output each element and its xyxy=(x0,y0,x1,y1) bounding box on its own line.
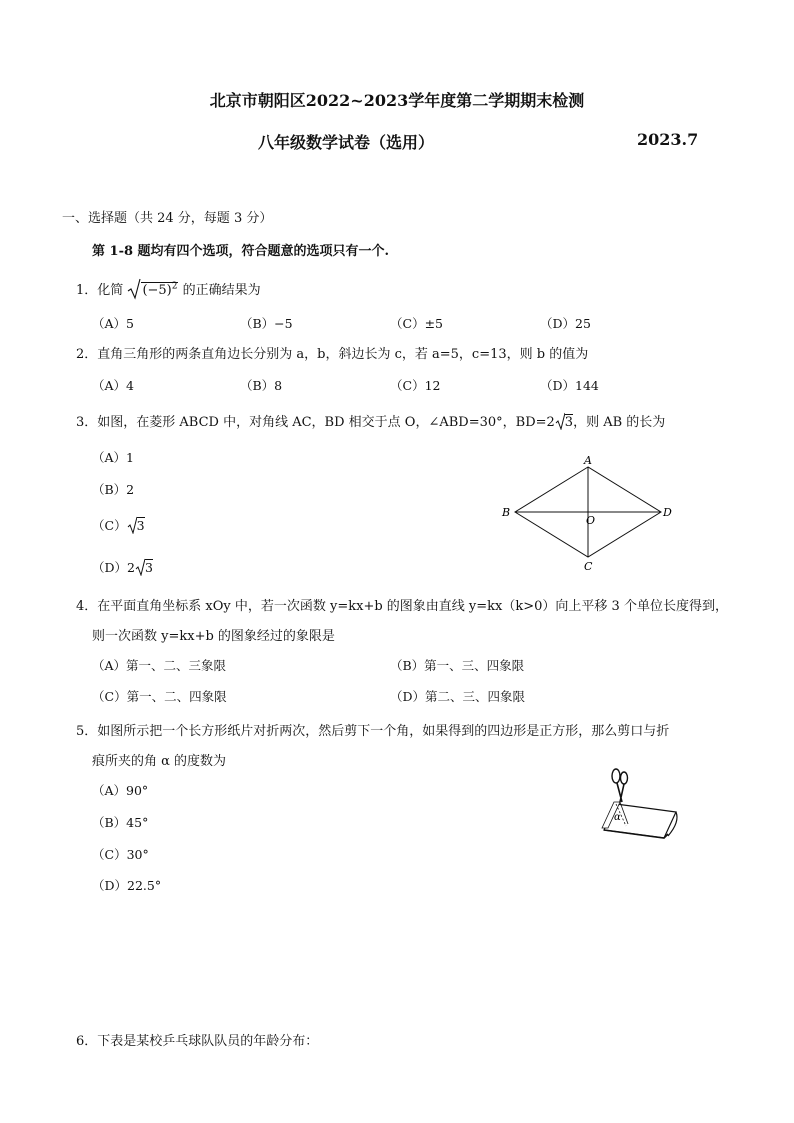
q1-option-a: （A）5 xyxy=(92,316,134,331)
label-a: A xyxy=(584,454,592,467)
question-4-line-1: 4．在平面直角坐标系 xOy 中，若一次函数 y=kx+b 的图象由直线 y=kx（k>0）向上平移 3 个单位长度得到， xyxy=(76,599,728,614)
q1-option-c: （C）±5 xyxy=(390,316,443,331)
radical-sign-icon xyxy=(127,278,141,300)
q4-option-d: （D）第二、三、四象限 xyxy=(390,689,526,704)
scissors-handle-icon xyxy=(621,772,628,784)
question-1-pre: 化简 xyxy=(97,283,124,298)
exam-subtitle: 八年级数学试卷（选用） xyxy=(258,133,435,152)
question-3: 3．如图，在菱形 ABCD 中，对角线 AC，BD 相交于点 O，∠ABD=30°，BD=2 3，则 AB 的长为 xyxy=(76,411,665,430)
q2-option-c: （C）12 xyxy=(390,378,441,393)
radical-sign-icon xyxy=(555,412,565,430)
exam-date: 2023.7 xyxy=(637,130,699,149)
question-5-line-1: 5．如图所示把一个长方形纸片对折两次，然后剪下一个角，如果得到的四边形是正方形，那么剪口与折 xyxy=(76,724,670,739)
label-b: B xyxy=(502,506,511,519)
question-1 xyxy=(76,278,261,300)
section-instruction: 第 1-8 题均有四个选项，符合题意的选项只有一个. xyxy=(92,244,390,259)
alpha-label: α xyxy=(614,812,621,823)
q4-option-c: （C）第一、二、四象限 xyxy=(92,689,227,704)
sqrt-expression: $(-5)^2$ xyxy=(127,278,178,300)
exam-title: 北京市朝阳区2022~2023学年度第二学期期末检测 xyxy=(209,91,585,110)
question-2: 2．直角三角形的两条直角边长分别为 a，b，斜边长为 c，若 a=5，c=13，则 b 的值为 xyxy=(76,347,589,362)
rhombus-figure xyxy=(498,452,678,572)
label-d: D xyxy=(663,506,672,519)
q1-option-b: （B）−5 xyxy=(240,316,293,331)
q2-option-a: （A）4 xyxy=(92,378,134,393)
scissors-handle-icon xyxy=(612,769,620,783)
q2-option-d: （D）144 xyxy=(540,378,599,393)
q3-option-c: （C） 3 xyxy=(92,518,145,533)
scissors-blade-icon xyxy=(617,783,624,802)
q3-option-d: （D）2 3 xyxy=(92,560,153,575)
question-number: 1． xyxy=(76,283,98,298)
q4-option-b: （B）第一、三、四象限 xyxy=(390,658,525,673)
question-5-line-2: 痕所夹的角 α 的度数为 xyxy=(92,754,227,769)
q2-option-b: （B）8 xyxy=(240,378,283,393)
question-1-post: 的正确结果为 xyxy=(182,283,261,298)
radical-sign-icon xyxy=(135,558,145,576)
q3-option-a: （A）1 xyxy=(92,450,134,465)
question-4-line-2: 则一次函数 y=kx+b 的图象经过的象限是 xyxy=(92,629,335,644)
question-6: 6．下表是某校乒乓球队队员的年龄分布： xyxy=(76,1034,319,1049)
q5-option-a: （A）90° xyxy=(92,783,149,798)
q5-option-d: （D）22.5° xyxy=(92,878,162,893)
q3-option-b: （B）2 xyxy=(92,482,135,497)
q1-option-d: （D）25 xyxy=(540,316,591,331)
folded-paper-figure xyxy=(596,764,686,844)
q5-option-c: （C）30° xyxy=(92,847,149,862)
label-o: O xyxy=(586,514,596,527)
q5-option-b: （B）45° xyxy=(92,815,149,830)
section-heading: 一、选择题（共 24 分，每题 3 分） xyxy=(62,211,273,226)
radical-sign-icon xyxy=(127,516,137,534)
label-c: C xyxy=(584,560,593,572)
q4-option-a: （A）第一、二、三象限 xyxy=(92,658,227,673)
